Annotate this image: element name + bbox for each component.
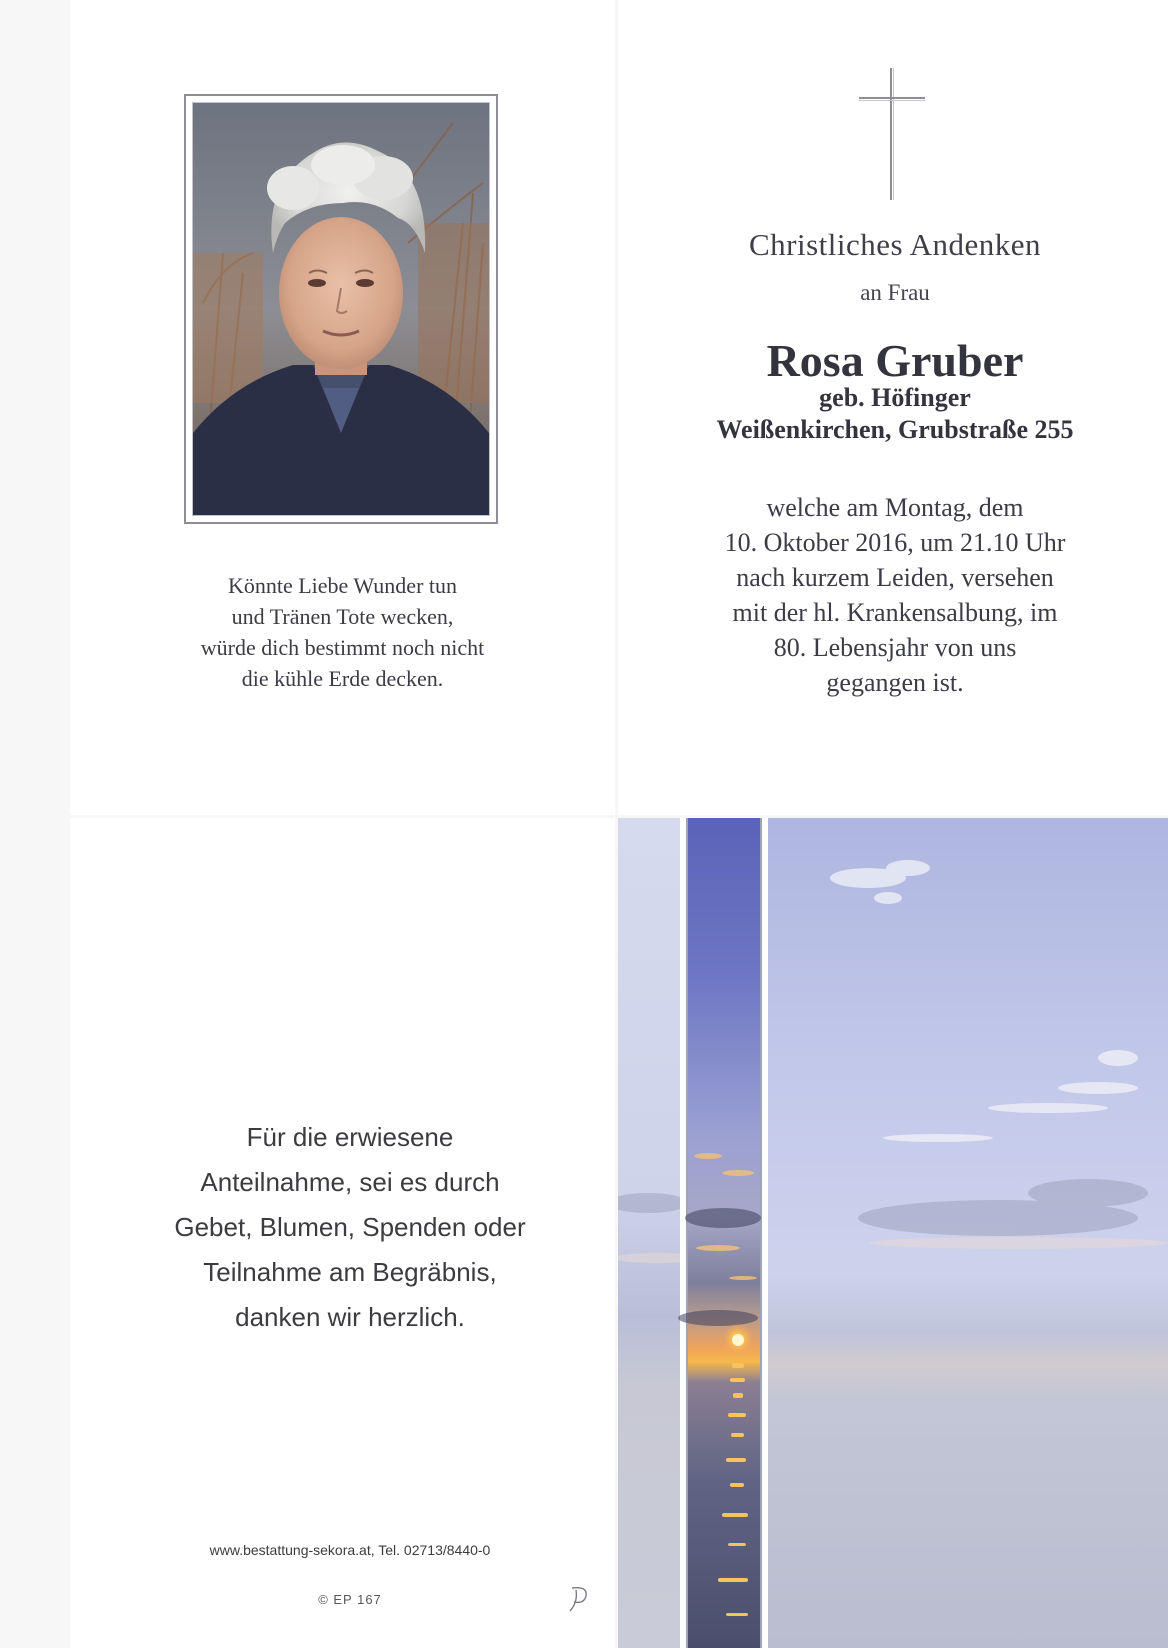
announcement-line: 80. Lebensjahr von uns [773,633,1017,662]
birth-name: geb. Höfinger [819,383,971,412]
portrait-frame [184,94,498,524]
thanks-line: Teilnahme am Begräbnis, [203,1257,497,1287]
thank-you-text [110,1115,590,1340]
announcement-line: mit der hl. Krankensalbung, im [732,598,1058,627]
address: Weißenkirchen, Grubstraße 255 [716,415,1074,444]
announcement-line: gegangen ist. [826,668,964,697]
death-announcement [640,490,1150,700]
poem-line: und Tränen Tote wecken, [231,604,454,629]
memorial-poem [150,570,535,694]
thanks-line: danken wir herzlich. [235,1302,465,1332]
poem-line: würde dich bestimmt noch nicht [200,635,485,660]
card-title: Christliches Andenken [748,227,1042,262]
thanks-line: Für die erwiesene [246,1122,454,1152]
sunset-sea-image [618,818,1168,1648]
thanks-line: Anteilnahme, sei es durch [200,1167,500,1197]
poem-line: die kühle Erde decken. [241,666,444,691]
card-back-right [618,818,1168,1648]
thanks-line: Gebet, Blumen, Spenden oder [174,1212,526,1242]
funeral-home-contact: www.bestattung-sekora.at, Tel. 02713/8440-0 [209,1542,491,1558]
announcement-line: nach kurzem Leiden, versehen [736,563,1054,592]
card-subtitle: an Frau [860,280,930,305]
cross-icon [859,68,925,200]
portrait-photo [192,102,490,516]
announcement-line: welche am Montag, dem [766,493,1024,522]
poem-line: Könnte Liebe Wunder tun [227,573,458,598]
deceased-name: Rosa Gruber [766,335,1024,386]
signature-mark-icon [566,1584,594,1614]
announcement-line: 10. Oktober 2016, um 21.10 Uhr [724,528,1066,557]
product-code: © EP 167 [318,1592,382,1607]
